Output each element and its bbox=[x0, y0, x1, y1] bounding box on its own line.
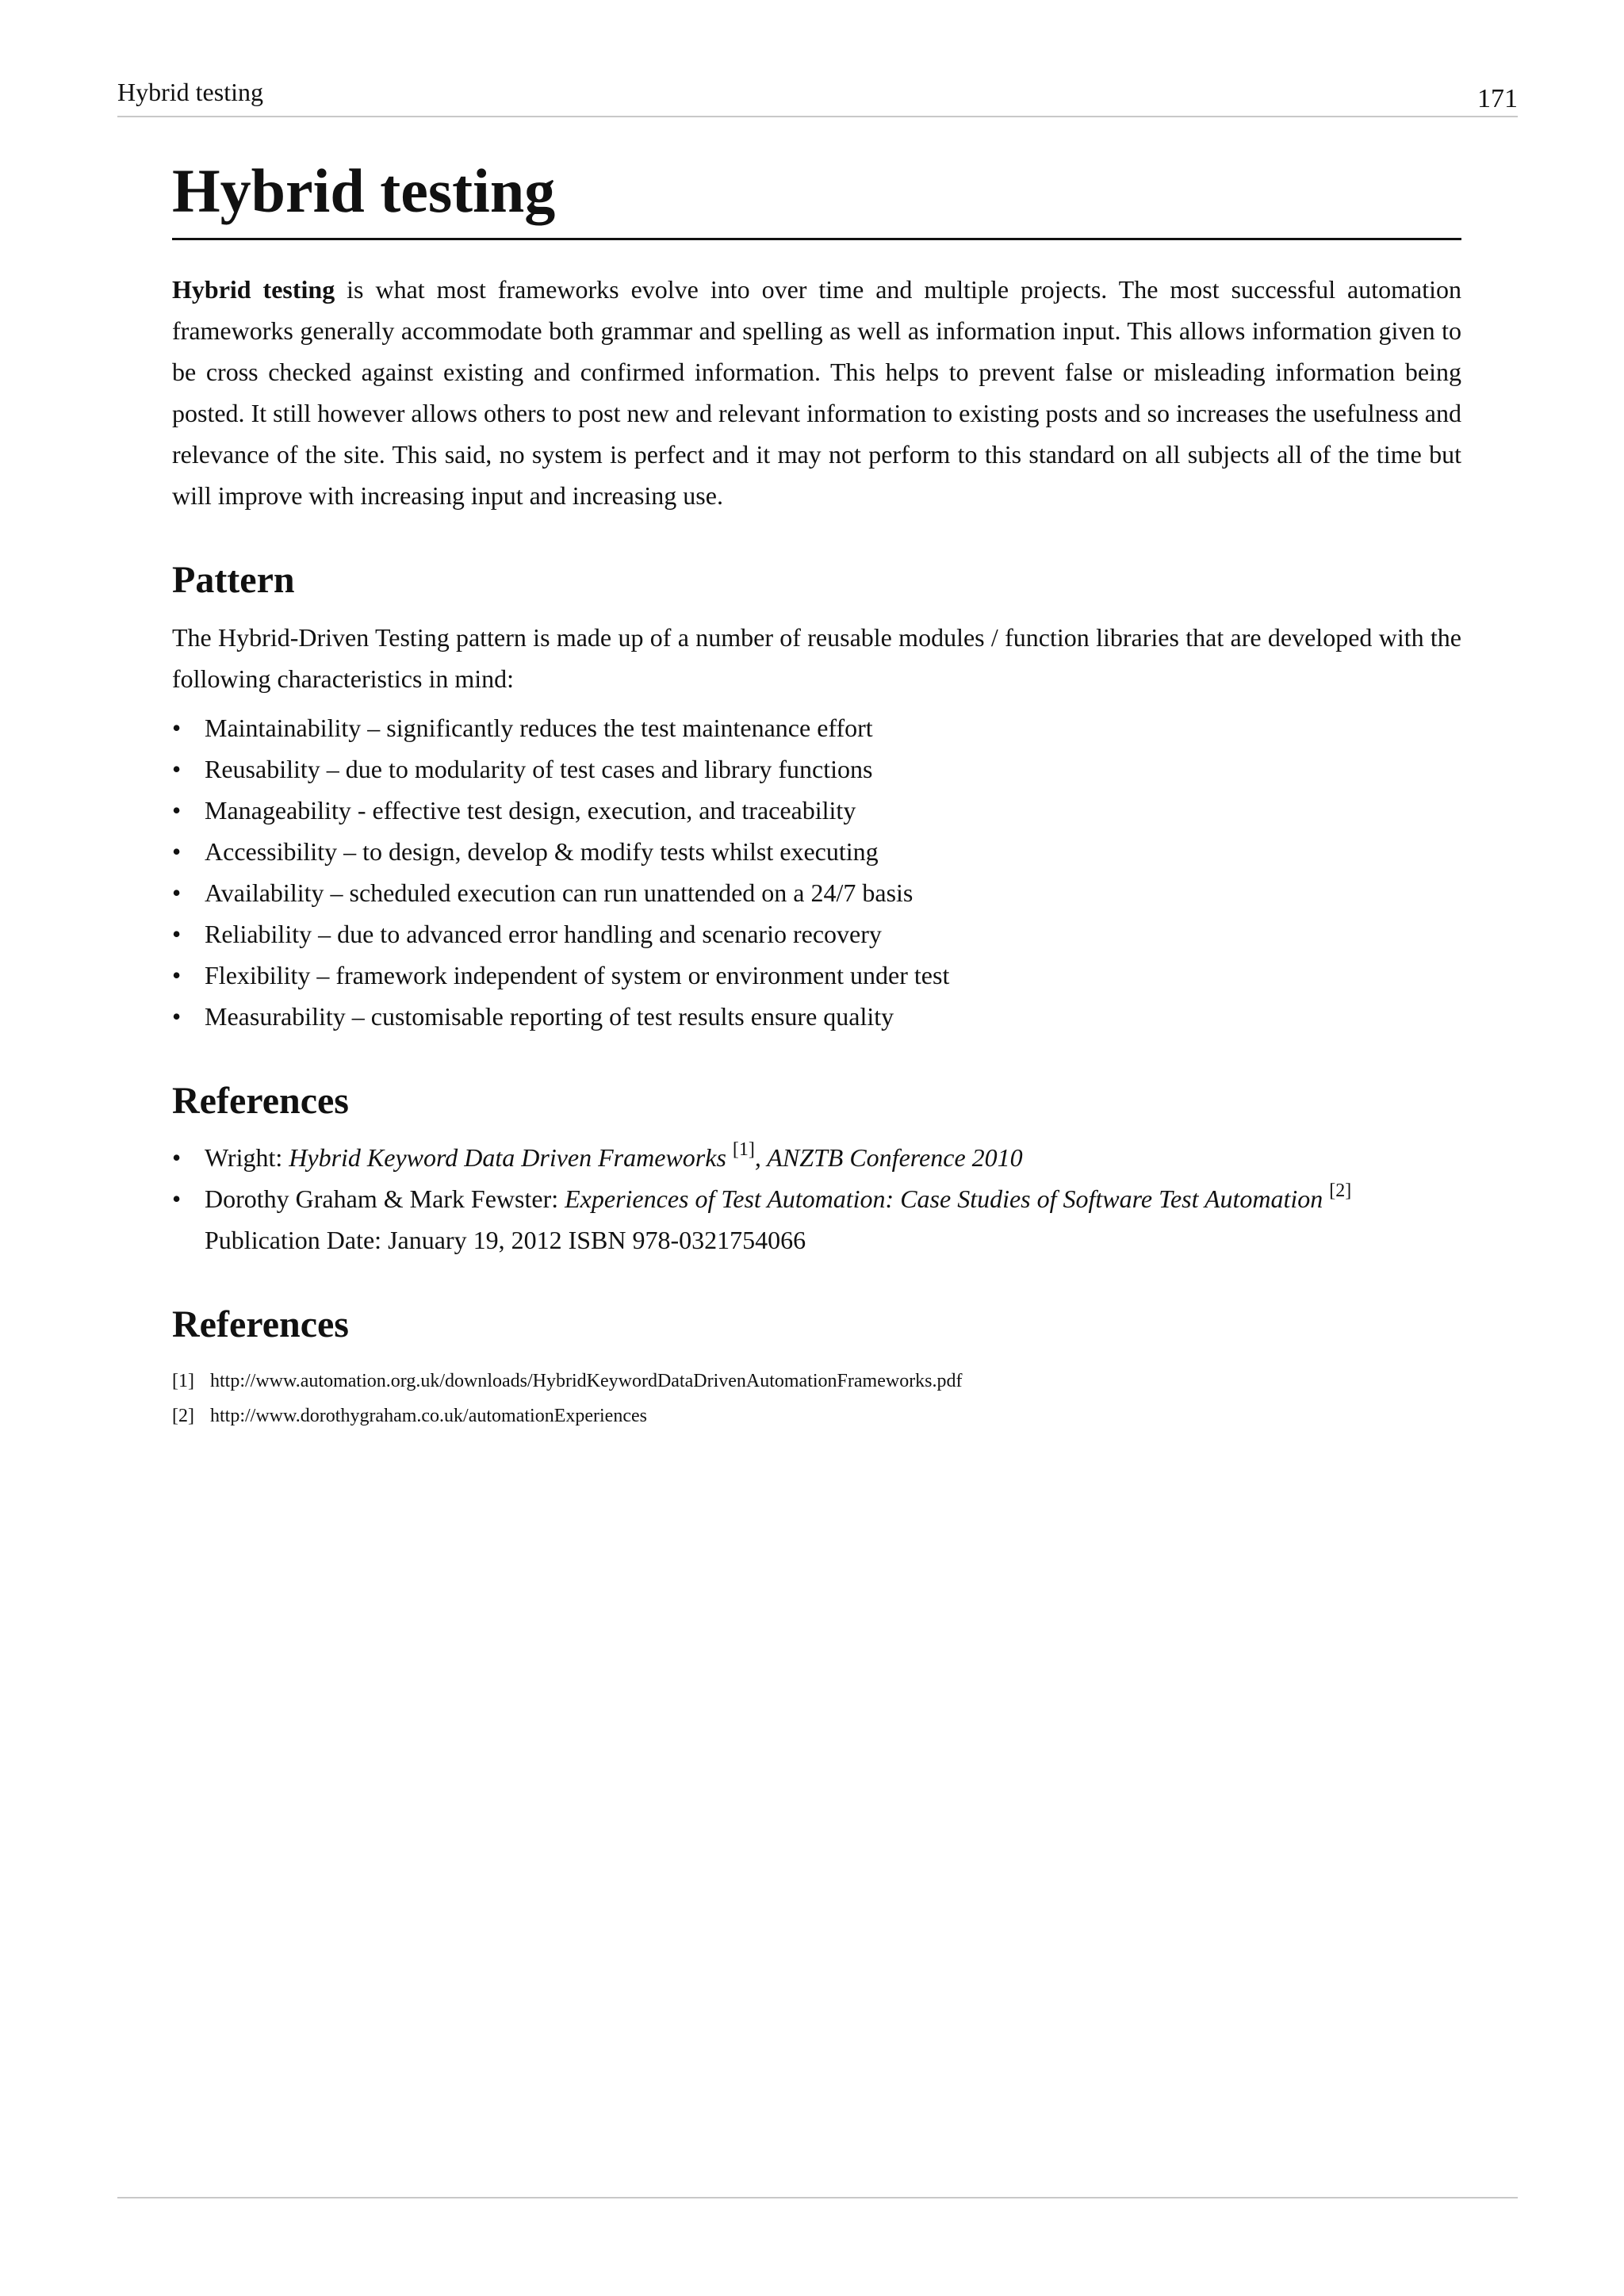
list-item-text: Reusability – due to modularity of test cases and library functions bbox=[205, 755, 873, 784]
bullet-icon: • bbox=[172, 961, 182, 990]
reference-item bbox=[172, 1137, 1461, 1178]
bullet-icon: • bbox=[172, 755, 182, 784]
reference-author: Wright: bbox=[205, 1143, 289, 1173]
intro-bold-term: Hybrid testing bbox=[172, 274, 335, 304]
notes-heading: References bbox=[172, 1303, 349, 1346]
note-number: [1] bbox=[172, 1370, 194, 1391]
bullet-icon: • bbox=[172, 796, 182, 825]
citation-link[interactable]: [1] bbox=[732, 1139, 755, 1161]
list-item bbox=[172, 831, 1461, 872]
bullet-icon: • bbox=[172, 714, 182, 743]
list-item-text: Accessibility – to design, develop & modify tests whilst executing bbox=[205, 837, 879, 867]
pattern-intro: The Hybrid-Driven Testing pattern is made up of a number of reusable modules / function libraries that are developed with the following characteristics in mind: bbox=[172, 623, 1461, 694]
list-item-text: Measurability – customisable reporting of test results ensure quality bbox=[205, 1002, 894, 1031]
running-header bbox=[117, 79, 1518, 117]
list-item bbox=[172, 913, 1461, 955]
bullet-icon: • bbox=[172, 1143, 182, 1173]
bullet-icon: • bbox=[172, 1184, 182, 1214]
article-content bbox=[172, 156, 1462, 1433]
bullet-icon: • bbox=[172, 878, 182, 908]
reference-venue: , ANZTB Conference 2010 bbox=[754, 1143, 1023, 1173]
footer-divider bbox=[117, 2197, 1518, 2198]
list-item bbox=[172, 790, 1461, 831]
bullet-icon: • bbox=[172, 1002, 182, 1031]
reference-title: Experiences of Test Automation: Case Studies of Software Test Automation bbox=[565, 1184, 1323, 1214]
note-item bbox=[172, 1399, 1461, 1433]
article-title: Hybrid testing bbox=[172, 159, 1461, 240]
pattern-heading: Pattern bbox=[172, 558, 295, 601]
bullet-icon: • bbox=[172, 837, 182, 867]
reference-title: Hybrid Keyword Data Driven Frameworks bbox=[289, 1143, 726, 1173]
reference-item bbox=[172, 1178, 1461, 1261]
list-item-text: Manageability - effective test design, execution, and traceability bbox=[205, 796, 856, 825]
running-title: Hybrid testing bbox=[117, 78, 263, 106]
intro-text: is what most frameworks evolve into over time and multiple projects. The most successful automation frameworks generally accommodate both grammar and spelling as well as information input. This allows information given to be cross checked against existing and confirmed information. This helps to prevent false or misleading information being posted. It still however allows others to post new and relevant information to existing posts and so increases the usefulness and relevance of the site. This said, no system is perfect and it may not perform to this standard on all subjects all of the time but will improve with increasing input and increasing use. bbox=[172, 274, 1462, 510]
bullet-icon: • bbox=[172, 920, 182, 949]
note-url-link[interactable]: http://www.dorothygraham.co.uk/automationExperiences bbox=[210, 1405, 647, 1426]
list-item-text: Flexibility – framework independent of system or environment under test bbox=[205, 961, 950, 990]
list-item-text: Maintainability – significantly reduces the test maintenance effort bbox=[205, 714, 873, 743]
reference-publication-info: Publication Date: January 19, 2012 ISBN 978-0321754066 bbox=[205, 1226, 806, 1255]
list-item bbox=[172, 996, 1461, 1037]
references-list bbox=[172, 1137, 1461, 1261]
note-url-link[interactable]: http://www.automation.org.uk/downloads/HybridKeywordDataDrivenAutomationFrameworks.pdf bbox=[210, 1370, 963, 1391]
list-item bbox=[172, 748, 1461, 790]
citation-link[interactable]: [2] bbox=[1329, 1181, 1352, 1202]
page-number: 171 bbox=[1477, 84, 1518, 113]
list-item-text: Reliability – due to advanced error handling and scenario recovery bbox=[205, 920, 882, 949]
references-heading: References bbox=[172, 1080, 349, 1123]
list-item-text: Availability – scheduled execution can run unattended on a 24/7 basis bbox=[205, 878, 914, 908]
characteristics-list bbox=[172, 707, 1461, 1037]
reference-author: Dorothy Graham & Mark Fewster: bbox=[205, 1184, 565, 1214]
list-item bbox=[172, 955, 1461, 996]
note-number: [2] bbox=[172, 1405, 194, 1426]
note-item bbox=[172, 1364, 1461, 1399]
notes-list bbox=[172, 1364, 1461, 1433]
intro-paragraph bbox=[172, 269, 1461, 516]
list-item bbox=[172, 872, 1461, 913]
list-item bbox=[172, 707, 1461, 748]
